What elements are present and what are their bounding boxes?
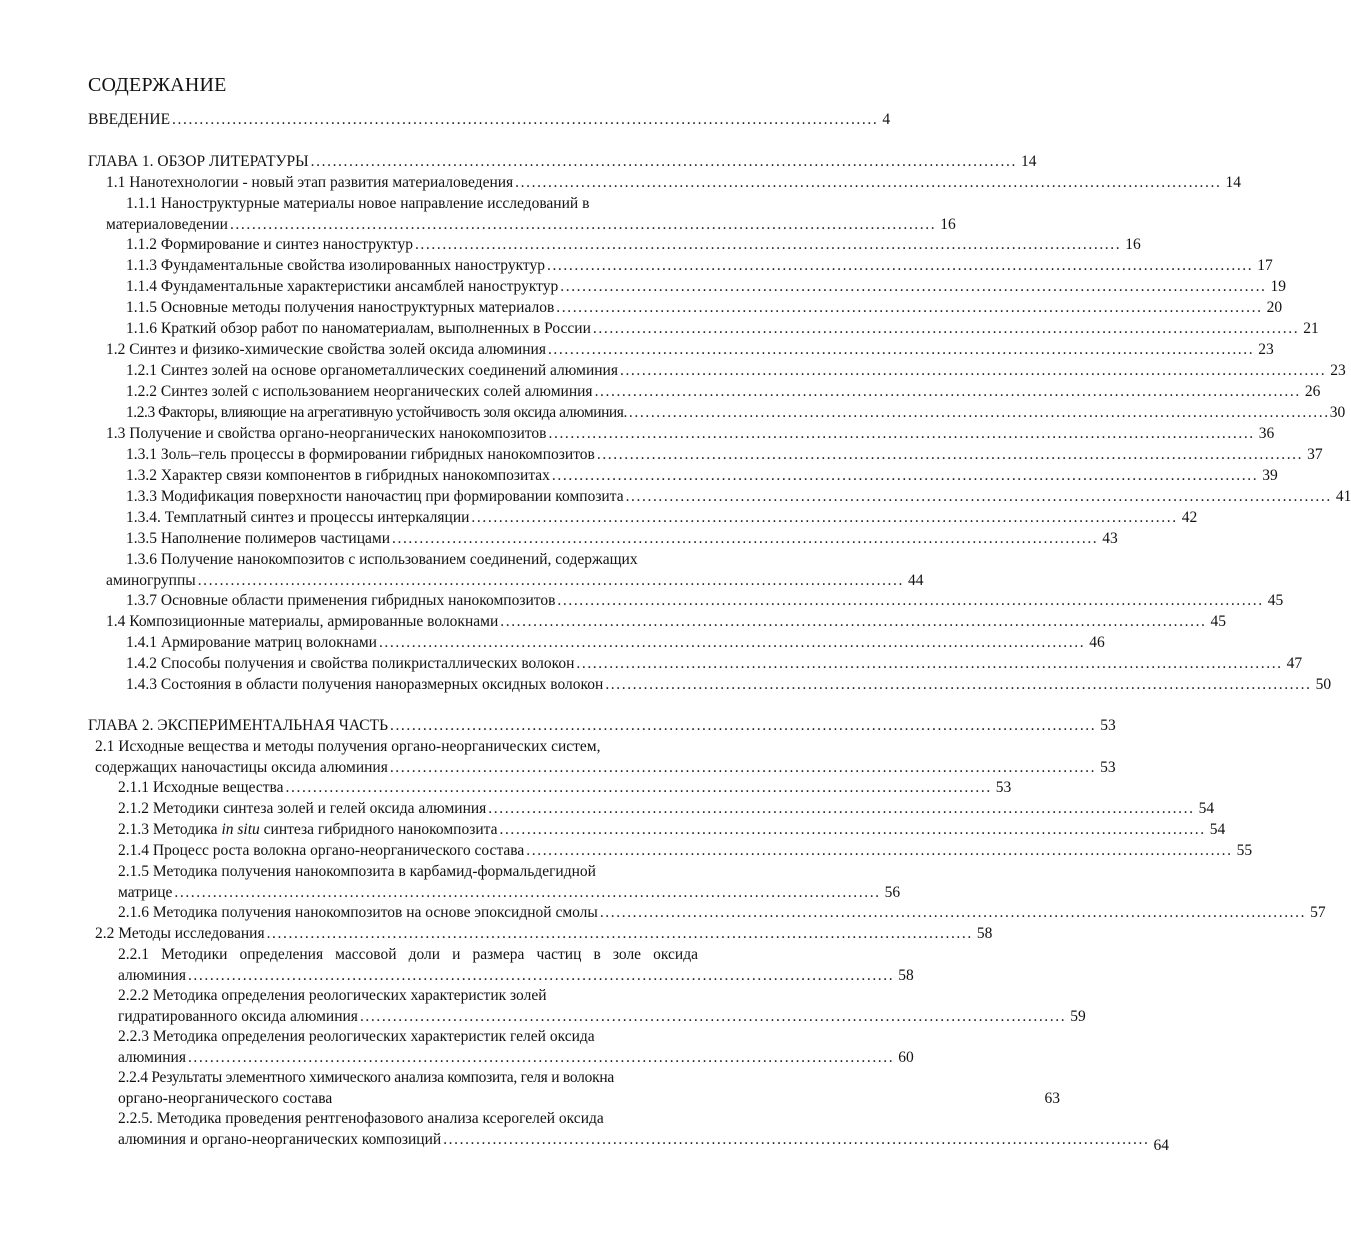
toc-entry-2-2-3[interactable] — [118, 1027, 914, 1068]
dot-leader: ................................................................................................................................. — [594, 383, 1301, 400]
dot-leader: ................................................................................................................................. — [625, 488, 1332, 505]
entry-title-line1: 2.1 Исходные вещества и методы получения органо-неорганических систем, — [95, 738, 601, 755]
entry-title-line1: 1.1.1 Наноструктурные материалы новое направление исследований в — [126, 195, 590, 212]
entry-title: 1.3.1 Золь–гель процессы в формировании гибридных нанокомпозитов — [126, 446, 595, 463]
page-number: 41 — [1335, 488, 1351, 505]
dot-leader: ................................................................................................................................. — [592, 320, 1300, 337]
toc-entry-2-2-1[interactable] — [118, 945, 914, 986]
dot-leader: ................................................................................................................................. — [547, 341, 1255, 358]
entry-title: 1.2.1 Синтез золей на основе органометаллических соединений алюминия — [126, 362, 618, 379]
entry-title: 1.3.2 Характер связи компонентов в гибридных нанокомпозитах — [126, 467, 550, 484]
page-number: 14 — [1020, 153, 1037, 170]
page-number: 14 — [1225, 174, 1241, 191]
toc-entry-1-1-4[interactable] — [126, 277, 1287, 298]
dot-leader: ................................................................................................................................. — [488, 800, 1195, 817]
toc-entry-2-2-2[interactable] — [118, 986, 1086, 1027]
dot-leader: ................................................................................................................................. — [515, 174, 1222, 191]
dot-leader: ................................................................................................................................. — [560, 278, 1267, 295]
entry-title-line2: алюминия и органо-неорганических композиций — [118, 1130, 442, 1148]
entry-title: 1.1.3 Фундаментальные свойства изолированных наноструктур — [126, 257, 545, 274]
entry-title: 1.3.7 Основные области применения гибридных нанокомпозитов — [126, 592, 556, 609]
entry-title: 1.3.4. Темплатный синтез и процессы интеркаляции — [126, 509, 470, 526]
entry-title: ГЛАВА 2. ЭКСПЕРИМЕНТАЛЬНАЯ ЧАСТЬ — [88, 717, 388, 734]
toc-entry-2-2[interactable] — [95, 924, 993, 945]
dot-leader: ................................................................................................................................. — [187, 966, 895, 984]
toc-entry-1-4[interactable] — [106, 612, 1227, 633]
page-number: 23 — [1330, 362, 1346, 379]
page-number: 56 — [884, 883, 901, 901]
entry-title-part: синтеза гибридного нанокомпозита — [259, 821, 498, 838]
toc-entry-1-1[interactable] — [106, 173, 1241, 194]
page-number: 45 — [1210, 613, 1227, 630]
dot-leader: ................................................................................................................................. — [174, 883, 881, 901]
page-number: 4 — [882, 111, 891, 128]
dot-leader: ................................................................................................................................. — [359, 1007, 1067, 1025]
page-number: 53 — [995, 779, 1012, 796]
entry-title: 1.4.3 Состояния в области получения наноразмерных оксидных волокон — [126, 676, 604, 693]
entry-title: 2.1.6 Методика получения нанокомпозитов на основе эпоксидной смолы — [118, 904, 598, 921]
dot-leader: ................................................................................................................................. — [500, 613, 1207, 630]
page-number: 19 — [1270, 278, 1287, 295]
entry-title-line2: органо-неорганического состава — [118, 1089, 333, 1107]
entry-title: ГЛАВА 1. ОБЗОР ЛИТЕРАТУРЫ — [88, 153, 309, 170]
toc-entry-1-2[interactable] — [106, 340, 1274, 361]
dot-leader: ................................................................................................................................. — [378, 634, 1086, 651]
entry-title: 1.3.5 Наполнение полимеров частицами — [126, 530, 390, 547]
entry-title: 2.1.2 Методики синтеза золей и гелей оксида алюминия — [118, 800, 487, 817]
toc-entry-1-4-1[interactable] — [126, 633, 1105, 654]
toc-entry-1-2-1[interactable] — [126, 361, 1346, 382]
entry-title-line1: 2.2.4 Результаты элементного химического анализа композита, геля и волокна — [118, 1069, 615, 1086]
page-number: 30 — [1329, 404, 1346, 421]
entry-title: 1.1.5 Основные методы получения наноструктурных материалов — [126, 299, 555, 316]
dot-leader: ................................................................................................................................. — [389, 758, 1097, 776]
toc-entry-1-4-2[interactable] — [126, 654, 1303, 675]
page-number: 63 — [1044, 1089, 1060, 1107]
entry-title-line2: алюминия — [118, 966, 186, 984]
entry-title: 1.1.6 Краткий обзор работ по наноматериалам, выполненных в России — [126, 320, 591, 337]
dot-leader: ................................................................................................................................. — [499, 821, 1206, 838]
entry-title-line1: 2.2.3 Методика определения реологических характеристик гелей оксида — [118, 1028, 595, 1045]
toc-entry-1-4-3[interactable] — [126, 675, 1332, 696]
page-number: 57 — [1310, 904, 1326, 921]
page-number: 17 — [1257, 257, 1273, 274]
dot-leader: ................................................................................................................................. — [285, 779, 992, 796]
page-number: 21 — [1303, 320, 1319, 337]
page-number: 37 — [1307, 446, 1323, 463]
page-number: 16 — [940, 215, 956, 233]
toc-entry-1-1-2[interactable] — [126, 235, 1141, 256]
toc-entry-1-1-1[interactable] — [106, 194, 956, 235]
page-number: 36 — [1258, 425, 1275, 442]
page-number: 54 — [1209, 821, 1226, 838]
toc-entry-1-3[interactable] — [106, 424, 1275, 445]
toc-entry-2-2-4[interactable] — [118, 1068, 1060, 1109]
page-number: 54 — [1198, 800, 1215, 817]
dot-leader: ................................................................................................................................. — [551, 467, 1259, 484]
dot-leader: ................................................................................................................................. — [623, 404, 1330, 421]
dot-leader: ................................................................................................................................. — [187, 1048, 895, 1066]
dot-leader: ................................................................................................................................. — [310, 153, 1017, 170]
page-number: 53 — [1100, 758, 1116, 776]
page-number: 60 — [898, 1048, 914, 1066]
entry-title: 2.1.1 Исходные вещества — [118, 779, 284, 796]
dot-leader: ................................................................................................................................. — [556, 299, 1263, 316]
page-number: 58 — [898, 966, 914, 984]
toc-entry-2-1-3[interactable] — [118, 820, 1226, 841]
entry-title: 1.1.4 Фундаментальные характеристики ансамблей наноструктур — [126, 278, 559, 295]
entry-title: 1.2.2 Синтез золей с использованием неорганических солей алюминия — [126, 383, 593, 400]
entry-title: 1.3 Получение и свойства органо-неорганических нанокомпозитов — [106, 425, 547, 442]
page-number: 64 — [1153, 1136, 1169, 1154]
page-number: 50 — [1315, 676, 1332, 693]
entry-title-line2: алюминия — [118, 1048, 186, 1066]
dot-leader: ................................................................................................................................. — [526, 842, 1233, 859]
entry-title-line1: 1.3.6 Получение нанокомпозитов с использованием соединений, содержащих — [126, 551, 638, 568]
page-number: 47 — [1286, 655, 1303, 672]
page-number: 46 — [1089, 634, 1105, 651]
dot-leader: ................................................................................................................................. — [471, 509, 1178, 526]
toc-entry-intro[interactable] — [88, 110, 891, 131]
page-number: 20 — [1266, 299, 1283, 316]
toc-entry-1-1-3[interactable] — [126, 256, 1273, 277]
toc-entry-1-2-2[interactable] — [126, 382, 1321, 403]
toc-entry-1-3-3[interactable] — [126, 487, 1351, 508]
toc-entry-2-1[interactable] — [95, 737, 1116, 778]
entry-title: 1.1 Нанотехнологии - новый этап развития материаловедения — [106, 174, 514, 191]
dot-leader: ................................................................................................................................. — [197, 571, 904, 589]
entry-title — [118, 820, 497, 841]
entry-title: 1.1.2 Формирование и синтез наноструктур — [126, 236, 413, 253]
page-number: 39 — [1262, 467, 1278, 484]
dot-leader: ................................................................................................................................. — [605, 676, 1312, 693]
page-number: 44 — [907, 571, 924, 589]
entry-title-italic: in situ — [221, 821, 260, 838]
toc-entry-2-2-5[interactable] — [118, 1109, 1169, 1154]
entry-title-part: 2.1.3 Методика — [118, 821, 222, 838]
toc-entry-1-2-3[interactable] — [126, 403, 1346, 424]
entry-title: ВВЕДЕНИЕ — [88, 111, 171, 128]
page-number: 58 — [976, 925, 993, 942]
entry-title-line1: 2.2.5. Методика проведения рентгенофазового анализа ксерогелей оксида — [118, 1110, 604, 1127]
entry-title-line2: материаловедении — [106, 215, 228, 233]
toc-entry-2-1-4[interactable] — [118, 841, 1253, 862]
entry-title: 1.4 Композиционные материалы, армированные волокнами — [106, 613, 499, 630]
entry-title-line2: матрице — [118, 883, 173, 901]
entry-title-line1: 2.2.2 Методика определения реологических характеристик золей — [118, 987, 547, 1004]
toc-entry-2-1-2[interactable] — [118, 799, 1215, 820]
entry-title-line2: аминогруппы — [106, 571, 196, 589]
dot-leader: ................................................................................................................................. — [596, 446, 1304, 463]
toc-entry-chapter-1[interactable] — [88, 152, 1037, 173]
entry-title: 1.2.3 Факторы, влияющие на агрегативную устойчивость золя оксида алюминия — [126, 404, 624, 421]
entry-title: 1.3.3 Модификация поверхности наночастиц при формировании композита — [126, 488, 624, 505]
dot-leader: ................................................................................................................................. — [619, 362, 1327, 379]
dot-leader: ................................................................................................................................. — [576, 655, 1283, 672]
entry-title-line1: 2.2.1 Методики определения массовой доли и размера частиц в золе оксида — [118, 946, 698, 963]
entry-title-line1: 2.1.5 Методика получения нанокомпозита в карбамид-формальдегидной — [118, 863, 596, 880]
dot-leader: ................................................................................................................................. — [229, 215, 937, 233]
entry-title: 1.2 Синтез и физико-химические свойства золей оксида алюминия — [106, 341, 546, 358]
dot-leader: ................................................................................................................................. — [389, 717, 1097, 734]
page-number: 59 — [1070, 1007, 1086, 1025]
page-number: 55 — [1236, 842, 1253, 859]
dot-leader: ................................................................................................................................. — [443, 1130, 1150, 1148]
toc-entry-chapter-2[interactable] — [88, 716, 1116, 737]
dot-leader: ................................................................................................................................. — [172, 111, 879, 128]
dot-leader: ................................................................................................................................. — [546, 257, 1254, 274]
toc-entry-1-3-2[interactable] — [126, 466, 1278, 487]
toc-title: СОДЕРЖАНИЕ — [88, 74, 227, 96]
toc-entry-1-1-6[interactable] — [126, 319, 1319, 340]
toc-entry-1-1-5[interactable] — [126, 298, 1283, 319]
toc-entry-1-3-6[interactable] — [106, 550, 924, 591]
dot-leader: ................................................................................................................................. — [266, 925, 973, 942]
page-number: 53 — [1100, 717, 1116, 734]
dot-leader: ................................................................................................................................. — [557, 592, 1264, 609]
dot-leader: ................................................................................................................................. — [414, 236, 1122, 253]
page-number: 16 — [1125, 236, 1141, 253]
toc-entry-1-3-4[interactable] — [126, 508, 1198, 529]
toc-entry-1-3-5[interactable] — [126, 529, 1118, 550]
toc-entry-2-1-5[interactable] — [118, 862, 901, 903]
entry-title-line2: содержащих наночастицы оксида алюминия — [95, 758, 388, 776]
dot-leader: ................................................................................................................................. — [548, 425, 1255, 442]
page-number: 23 — [1258, 341, 1274, 358]
entry-title: 2.1.4 Процесс роста волокна органо-неорганического состава — [118, 842, 525, 859]
page-number: 43 — [1102, 530, 1118, 547]
toc-entry-2-1-1[interactable] — [118, 778, 1012, 799]
page-number: 26 — [1304, 383, 1321, 400]
page-number: 42 — [1181, 509, 1198, 526]
toc-entry-1-3-7[interactable] — [126, 591, 1284, 612]
dot-leader: ................................................................................................................................. — [599, 904, 1307, 921]
toc-entry-2-1-6[interactable] — [118, 903, 1326, 924]
page-number: 45 — [1267, 592, 1284, 609]
entry-title: 1.4.2 Способы получения и свойства поликристаллических волокон — [126, 655, 575, 672]
entry-title: 2.2 Методы исследования — [95, 925, 265, 942]
entry-title: 1.4.1 Армирование матриц волокнами — [126, 634, 377, 651]
dot-leader: ................................................................................................................................. — [392, 530, 1099, 547]
entry-title-line2: гидратированного оксида алюминия — [118, 1007, 358, 1025]
toc-entry-1-3-1[interactable] — [126, 445, 1323, 466]
